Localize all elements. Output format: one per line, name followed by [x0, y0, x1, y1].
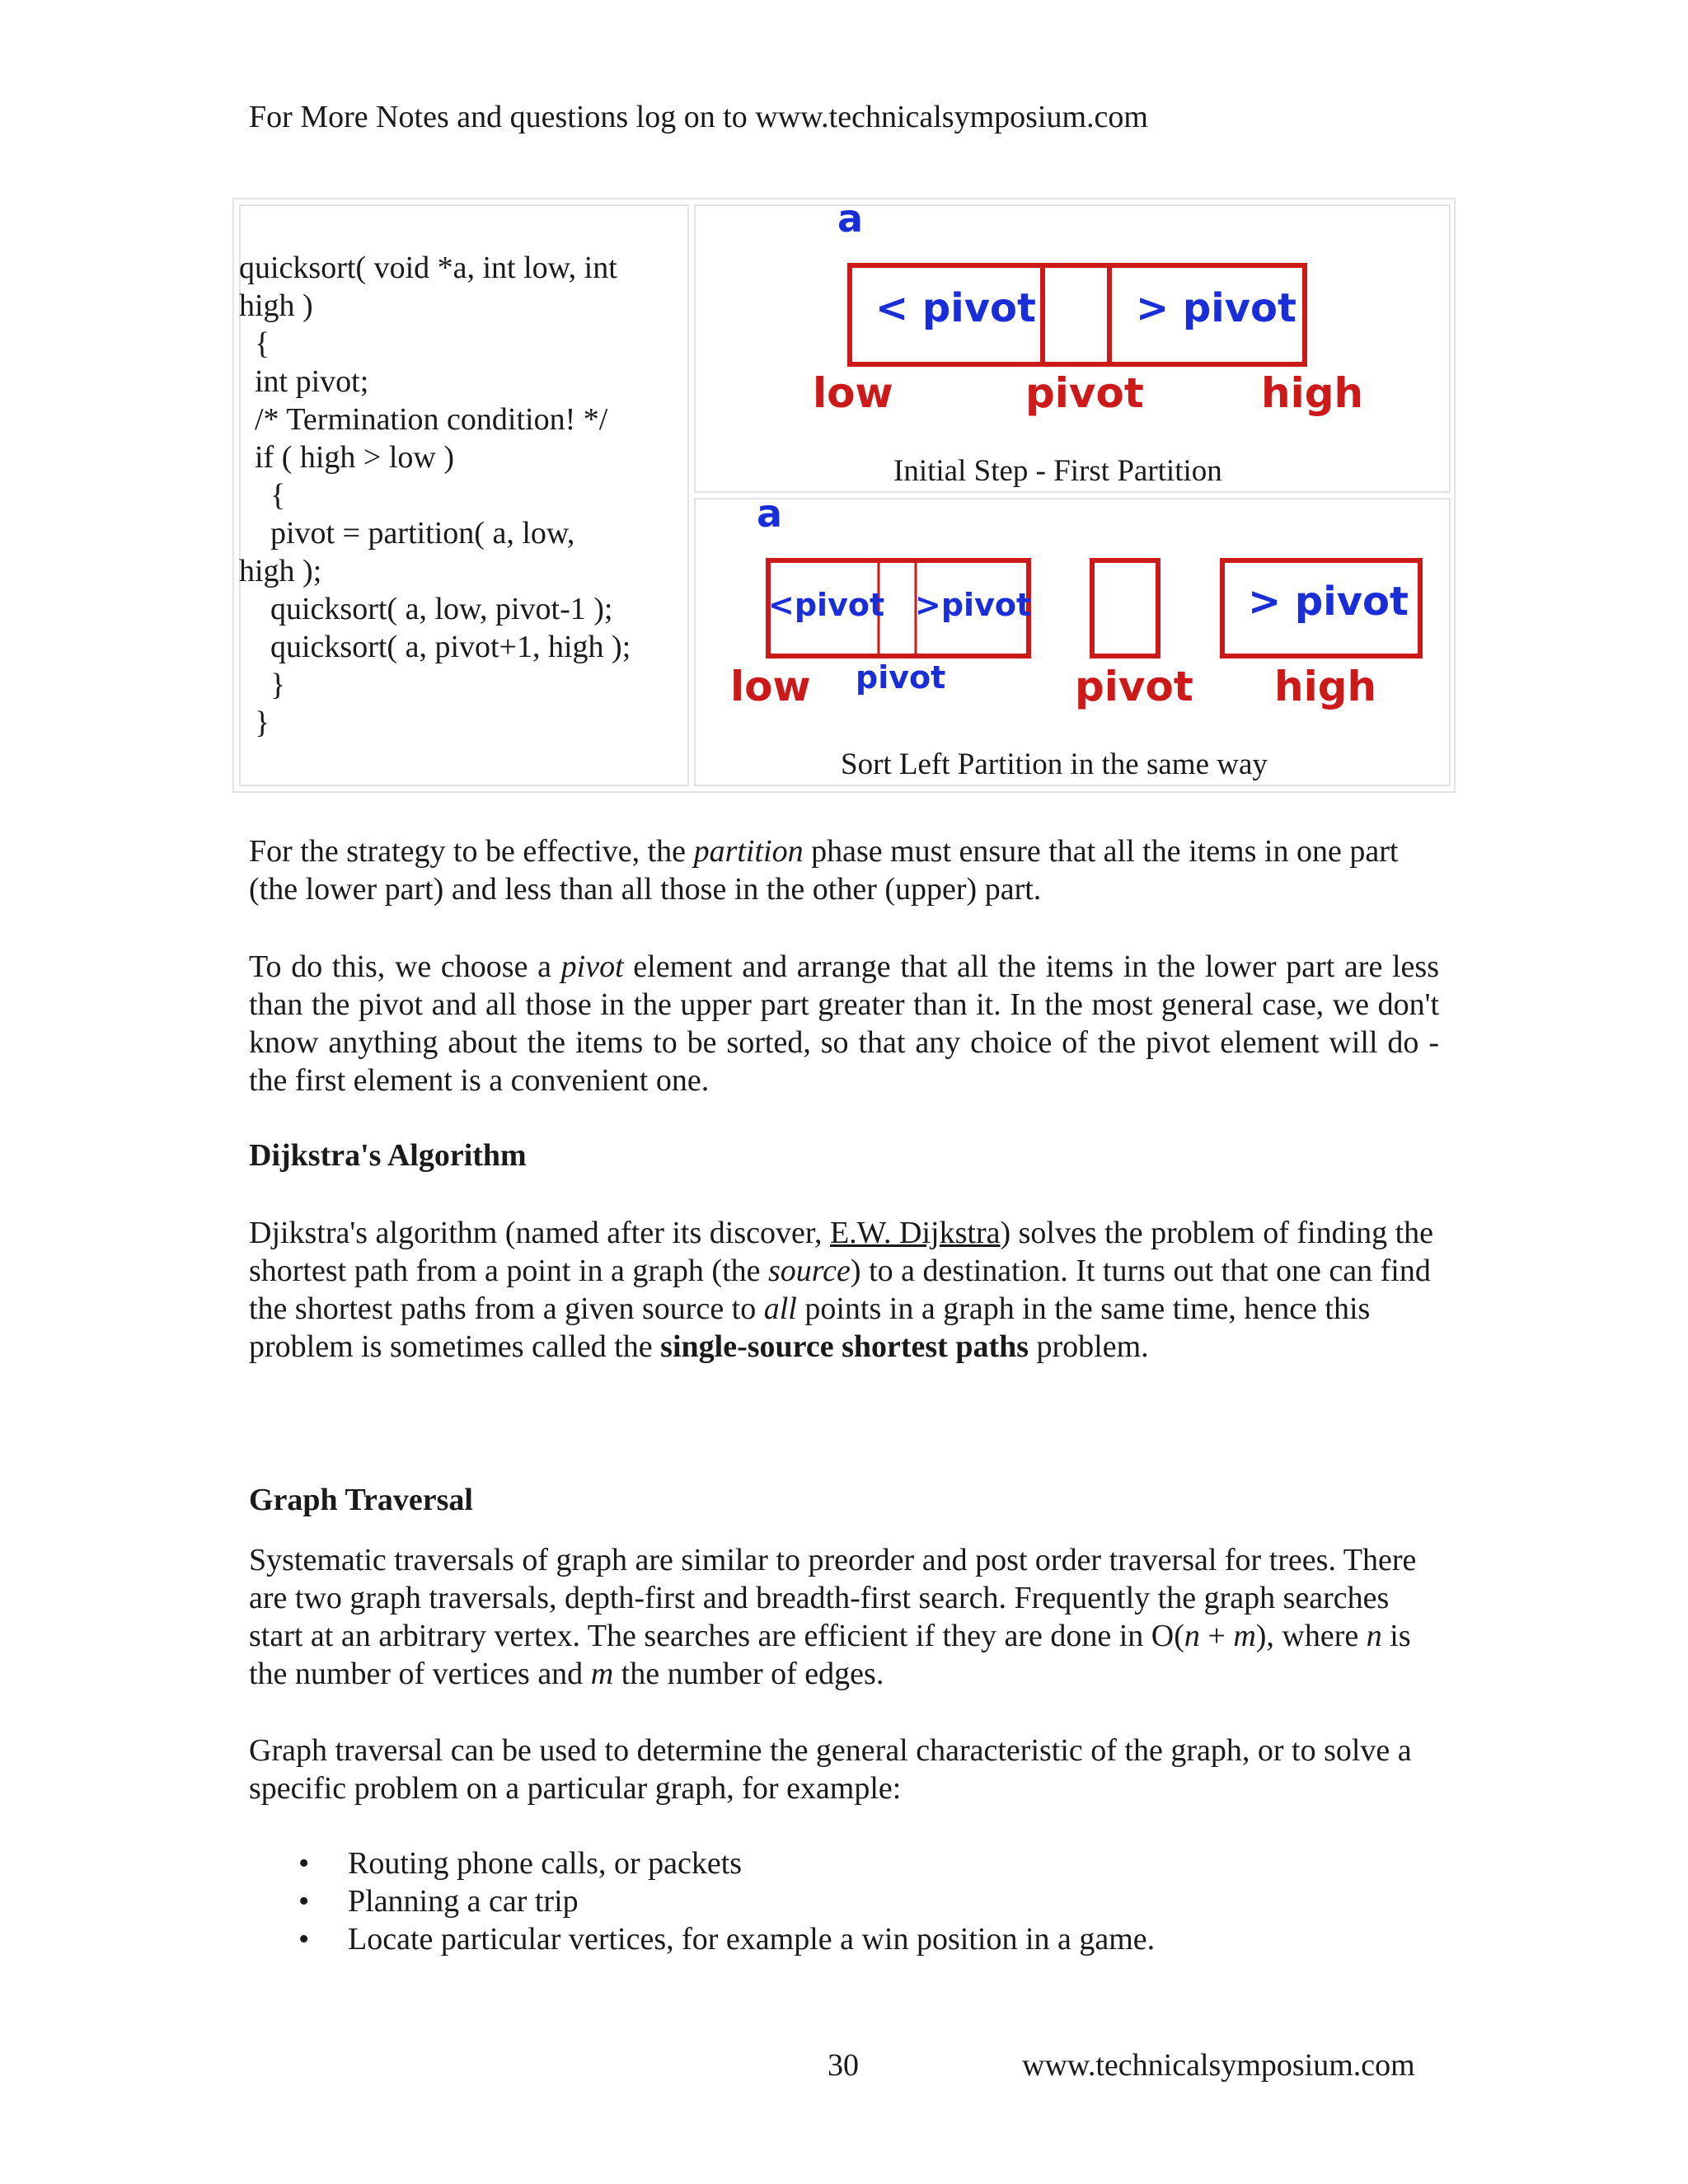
diagram2-right-box-label: > pivot: [1248, 579, 1409, 625]
paragraph-dijkstra: Djikstra's algorithm (named after its discover, E.W. Dijkstra) solves the problem of finding the shortest path from a point in a graph (the source) to a destination. It turns out that one can find the shortest paths from a given source to all points in a graph in the same time, hence this problem is sometimes called the single-source shortest paths problem.: [249, 1216, 1434, 1364]
paragraph-partition: For the strategy to be effective, the partition phase must ensure that all the items in one part (the lower part) and less than all those in the other (upper) part.: [249, 834, 1399, 907]
page-header: For More Notes and questions log on to www.technicalsymposium.com: [249, 100, 1148, 134]
diagram2-right-sub-label: >pivot: [915, 587, 1032, 623]
diagram2-caption: Sort Left Partition in the same way: [841, 748, 1268, 781]
code-line: high ): [239, 288, 313, 323]
link-ew-dijkstra[interactable]: E.W. Dijkstra: [829, 1216, 1001, 1250]
diagram2-pivot-label: pivot: [1075, 663, 1193, 710]
diagram1-low-label: low: [813, 369, 893, 417]
code-line: }: [239, 668, 286, 702]
code-line: int pivot;: [239, 364, 369, 399]
footer-site: www.technicalsymposium.com: [1022, 2048, 1415, 2083]
list-item: • Routing phone calls, or packets: [298, 1846, 743, 1881]
code-line: /* Termination condition! */: [239, 402, 608, 437]
diagram2-high-label: high: [1274, 663, 1377, 710]
heading-graph-traversal: Graph Traversal: [249, 1483, 473, 1517]
paragraph-traversal-uses: Graph traversal can be used to determine the general characteristic of the graph, or to solve a specific problem on a particular graph, for example:: [249, 1733, 1412, 1806]
code-line: {: [239, 478, 286, 513]
diagram2-left-sub-label: <pivot: [768, 587, 885, 623]
uses-list: [249, 1844, 1155, 1958]
code-line: quicksort( void *a, int low, int: [239, 251, 617, 285]
list-item: • Planning a car trip: [298, 1884, 579, 1919]
list-item: • Locate particular vertices, for example a win position in a game.: [298, 1922, 1156, 1957]
code-line: quicksort( a, low, pivot-1 );: [239, 592, 613, 626]
paragraph-traversal: Systematic traversals of graph are similar to preorder and post order traversal for trees. There are two graph traversals, depth-first and breadth-first search. Frequently the graph searches start at an arbitrary vertex. The searches are efficient if they are done in O(n + m), where n is the number of vertices and m the number of edges.: [249, 1543, 1417, 1691]
emphasis-pivot: pivot: [560, 949, 624, 984]
bullet-icon: •: [298, 1846, 310, 1881]
diagram1-left-box-label: < pivot: [875, 285, 1036, 331]
code-line: }: [239, 705, 270, 740]
diagram1-high-label: high: [1261, 369, 1364, 417]
code-line: quicksort( a, pivot+1, high );: [239, 630, 631, 664]
diagram2-inner-pivot-label: pivot: [856, 659, 946, 696]
bullet-icon: •: [298, 1884, 310, 1919]
code-line: if ( high > low ): [239, 440, 455, 475]
code-line: pivot = partition( a, low,: [239, 516, 575, 551]
diagram1-caption: Initial Step - First Partition: [893, 454, 1222, 488]
diagram1-right-box-label: > pivot: [1136, 285, 1296, 331]
diagram2-array-label: a: [757, 491, 783, 536]
diagram1-pivot-label: pivot: [1025, 369, 1144, 417]
diagram1-array-label: a: [837, 196, 864, 241]
heading-dijkstra: Dijkstra's Algorithm: [249, 1138, 527, 1173]
bullet-icon: •: [298, 1922, 310, 1957]
code-line: high );: [239, 554, 322, 588]
diagram2-low-label: low: [730, 663, 811, 710]
paragraph-pivot: To do this, we choose a pivot element and arrange that all the items in the lower part are less than the pivot and all those in the upper part greater than it. In the most general case, we don't know anything about the items to be sorted, so that any choice of the pivot element will do - the first element is a convenient one.: [249, 949, 1439, 1098]
diagram2-pivot-box: [1092, 560, 1158, 656]
code-line: {: [239, 326, 270, 361]
emphasis-partition: partition: [693, 834, 804, 869]
page-number: 30: [828, 2048, 859, 2083]
